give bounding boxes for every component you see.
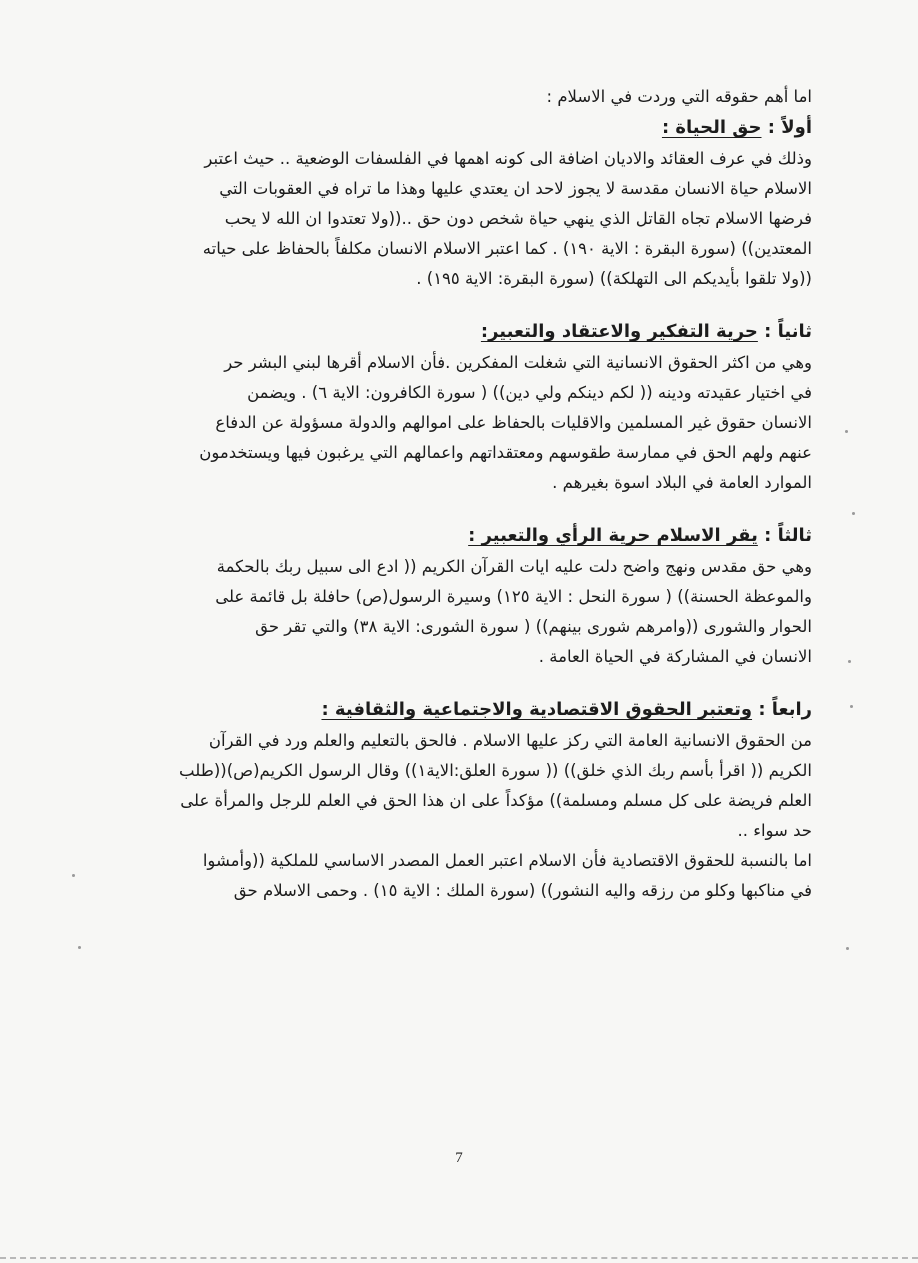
paragraph-line: حد سواء ..: [737, 821, 812, 840]
section-heading-right-to-life: [100, 112, 812, 144]
section-number: ثالثاً :: [757, 525, 812, 546]
paragraph-line: في اختيار عقيدته ودينه (( لكم دينكم ولي دين)) ( سورة الكافرون: الاية ٦) . ويضمن: [247, 383, 812, 402]
page-number: 7: [455, 1150, 463, 1166]
paragraph-line: الانسان حقوق غير المسلمين والاقليات بالحفاظ على اموالهم والدولة مسؤولة عن الدفاع: [215, 413, 812, 432]
scan-speck: [850, 705, 853, 708]
section-heading-economic-social-rights: [100, 694, 812, 726]
section-number: ثانياً :: [757, 321, 812, 342]
scan-speck: [72, 874, 75, 877]
paragraph-line: المعتدين)) (سورة البقرة : الاية ١٩٠) . كما اعتبر الاسلام الانسان مكلفاً بالحفاظ على حياته: [202, 239, 812, 258]
section-heading-freedom-of-opinion: [100, 520, 812, 552]
paragraph-line: في مناكبها وكلو من رزقه واليه النشور)) (سورة الملك : الاية ١٥) . وحمى الاسلام حق: [233, 881, 812, 900]
scan-speck: [78, 946, 81, 949]
section-title: وتعتبر الحقوق الاقتصادية والاجتماعية والثقافية :: [321, 699, 753, 720]
paragraph-line: فرضها الاسلام تجاه القاتل الذي ينهي حياة شخص دون حق ..((ولا تعتدوا ان الله لا يحب: [224, 209, 812, 228]
section-number: أولاً :: [761, 117, 812, 138]
paragraph-line: الكريم (( اقرأ بأسم ربك الذي خلق)) (( سورة العلق:الاية١)) وقال الرسول الكريم(ص)((طلب: [179, 761, 812, 780]
paragraph-line: اما بالنسبة للحقوق الاقتصادية فأن الاسلام اعتبر العمل المصدر الاساسي للملكية ((وأمشوا: [202, 851, 812, 870]
paragraph-line: من الحقوق الانسانية العامة التي ركز عليها الاسلام . فالحق بالتعليم والعلم ورد في القرآن: [208, 731, 812, 750]
paragraph-line: العلم فريضة على كل مسلم ومسلمة)) مؤكداً على ان هذا الحق في العلم للرجل والمرأة على: [180, 791, 812, 810]
paragraph-line: وهي من اكثر الحقوق الانسانية التي شغلت المفكرين .فأن الاسلام أقرها لبني البشر حر: [224, 353, 812, 372]
section-title: يقر الاسلام حرية الرأي والتعبير :: [468, 525, 758, 546]
intro-line: اما أهم حقوقه التي وردت في الاسلام :: [546, 87, 812, 106]
section-title: حق الحياة :: [661, 117, 762, 138]
paragraph-line: وهي حق مقدس ونهج واضح دلت عليه ايات القرآن الكريم (( ادع الى سبيل ربك بالحكمة: [216, 557, 812, 576]
scan-speck: [845, 430, 848, 433]
paragraph-line: الموارد العامة في البلاد اسوة بغيرهم .: [552, 473, 812, 492]
document-body: [100, 82, 812, 906]
section-heading-freedom-of-thought: [100, 316, 812, 348]
paragraph-line: الاسلام حياة الانسان مقدسة لا يجوز لاحد ان يعتدي عليها وهذا ما تراه في العقوبات التي: [219, 179, 812, 198]
scan-bottom-edge: [0, 1257, 918, 1260]
paragraph-line: الحوار والشورى ((وامرهم شورى بينهم)) ( سورة الشورى: الاية ٣٨) والتي تقر حق: [255, 617, 812, 636]
section-number: رابعاً :: [752, 699, 812, 720]
paragraph-line: ((ولا تلقوا بأيديكم الى التهلكة)) (سورة البقرة: الاية ١٩٥) .: [416, 269, 812, 288]
scan-speck: [852, 512, 855, 515]
section-title: حرية التفكير والاعتقاد والتعبير:: [480, 321, 758, 342]
paragraph-line: عنهم ولهم الحق في ممارسة طقوسهم ومعتقداتهم واعمالهم التي يرغبون فيها ويستخدمون: [199, 443, 812, 462]
paragraph-line: والموعظة الحسنة)) ( سورة النحل : الاية ١٢٥) وسيرة الرسول(ص) حافلة بل قائمة على: [215, 587, 812, 606]
scan-speck: [846, 947, 849, 950]
paragraph-line: وذلك في عرف العقائد والاديان اضافة الى كونه اهمها في الفلسفات الوضعية .. حيث اعتبر: [204, 149, 812, 168]
scan-speck: [848, 660, 851, 663]
paragraph-line: الانسان في المشاركة في الحياة العامة .: [538, 647, 812, 666]
